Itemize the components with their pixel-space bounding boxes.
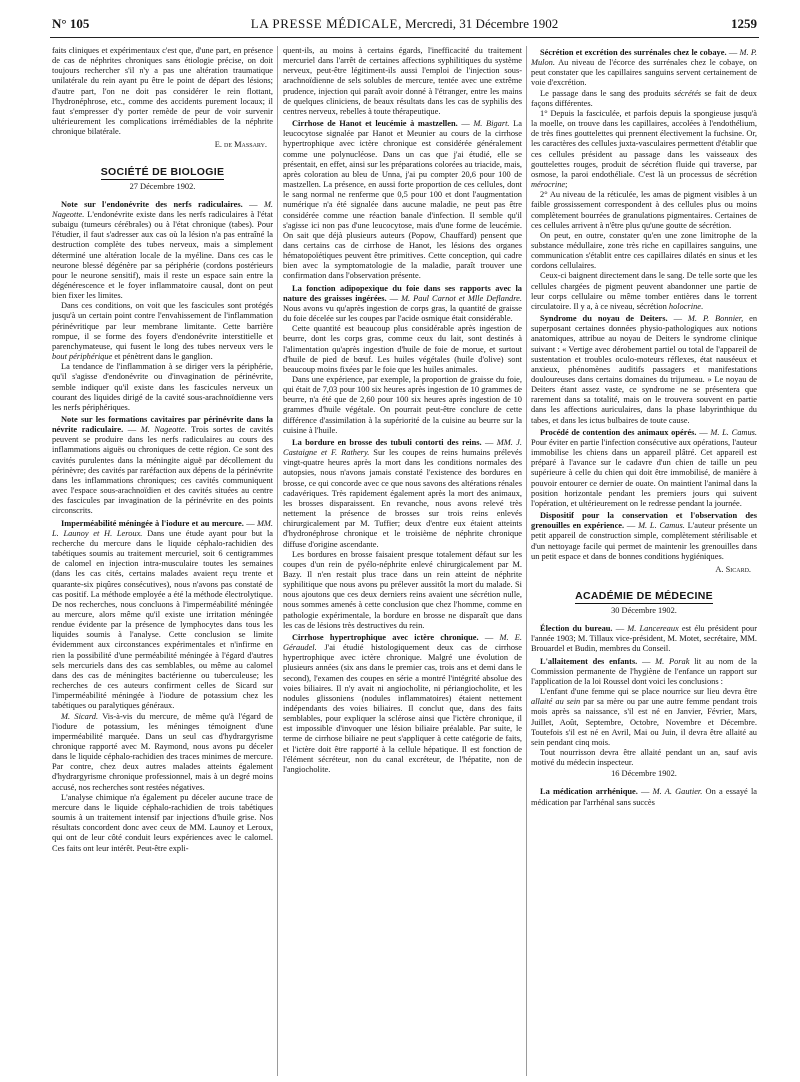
text-run: — <box>624 521 639 531</box>
article-paragraph <box>531 624 757 654</box>
author-name: M. Nageotte. <box>140 425 187 435</box>
text-run: — <box>667 314 688 324</box>
text-run: — <box>242 199 264 209</box>
article-paragraph <box>283 633 522 775</box>
author-name: M. L. Camus. <box>710 427 757 437</box>
italic-text: bout périphérique <box>52 352 113 362</box>
text-run: — <box>696 427 711 437</box>
article-title: Dispositif pour la conservation et l'observation des grenouilles en expérience. <box>531 511 757 531</box>
paragraph <box>283 550 522 631</box>
signature <box>52 140 267 150</box>
text-run: E. de Massary. <box>214 140 267 150</box>
article-title: L'allaitement des enfants. <box>540 656 638 666</box>
article-title: La fonction adipopexique du foie dans ses rapports avec la nature des graisses ingérées. <box>283 283 522 303</box>
paragraph <box>52 793 273 854</box>
article-title: La médication arrhénique. <box>540 787 638 797</box>
article-title: Cirrhose hypertrophique avec ictère chronique. <box>292 632 479 642</box>
article-paragraph <box>52 200 273 302</box>
text-run: — <box>457 119 474 129</box>
article-paragraph <box>531 428 757 509</box>
text-run: 27 Décembre 1902. <box>129 181 196 191</box>
text-run: ; <box>565 180 568 190</box>
text-run: Tout nourrisson devra être allaité pendant un an, sauf avis motivé du médecin inspecteur. <box>531 748 757 768</box>
paragraph <box>52 362 273 413</box>
continued-paragraph <box>52 46 273 137</box>
text-run: — <box>478 632 500 642</box>
journal-title: LA PRESSE MÉDICALE, <box>250 16 402 31</box>
paragraph <box>531 748 757 768</box>
issue-number: N° 105 <box>52 16 90 31</box>
author-name: M. L. Camus. <box>638 521 685 531</box>
text-run: La tendance de l'inflammation à se diriger vers la périphérie, qu'il s'agisse d'endonévrite ou d'invagination de périnévrite, semble indiquer qu'il existe dans les fascicules nerveux un courant des liquides dirigé de la cavité sous-arachnoïdienne vers les nerfs périphériques. <box>52 362 273 412</box>
issue-dateline: Mercredi, 31 Décembre 1902 <box>405 16 559 31</box>
text-run: J'ai étudié histologiquement deux cas de cirrhose hypertrophique avec ictère chronique. Malgré une évolution de plusieurs années (six ans dans le premier cas, trois ans et demi dans le second), l'examen des coupes en série a montré l'intégrité absolue des voies biliaires. Il n'y avait ni angiocholite, ni périangiocholite, et les nodules glissoniens (nodules inflammatoires) étaient nettement indépendants des voies biliaires. Il conclut que, dans des faits semblables, pour expliquer la sclérose ainsi que l'ictère chronique, il est impossible d'invoquer une lésion biliaire préalable. Par suite, le terme de cirrhose biliaire ne peut s'appliquer à cette catégorie de faits, et l'ictère doit être rapporté à la cellule hépatique. Il est fonction de l'élément sécréteur, non du canal excréteur, de l'hépatite, non de l'angiocholite. <box>283 643 522 774</box>
text-run: Cette quantité est beaucoup plus considérable après ingestion de beurre, dont les corps gras, comme ceux du lait, sont destinés à l'alimentation qu'après ingestion d'huile de foie de morue, et surtout d'huile de pied de bœuf. Les huiles végétales (huile d'olive) sont beaucoup moins fixées par le foie que les huiles animales. <box>283 324 522 374</box>
text-run: A. Sicard. <box>715 564 751 574</box>
article-paragraph <box>531 787 757 807</box>
column-2 <box>283 46 522 1077</box>
author-name: MM. J. Castaigne et F. Rathery. <box>283 437 522 458</box>
text-run: en superposant certaines données physio-pathologiques aux notions anatomiques, attribue au noyau de Deiters le syndrome clinique suivant : « Vertige avec dérobement partiel ou total de l'appareil de sustentation et troubles oculo-moteurs réflexes, état nauséeux et anxieux, phénomènes auditifs passagers et manifestations douloureuses dans certains domaines du trijumeau. » Le noyau de Deiters étant assez vaste, ce syndrome ne se présentera que rarement dans sa totalité, mais on le trouvera souvent en partie dans les affections auriculaires, dans la phase labyrinthique du tabes, et dans les ictus bulbaires de toute cause. <box>531 314 757 425</box>
text-run: — <box>612 624 628 634</box>
signature <box>531 565 751 575</box>
text-run: est élu président pour l'année 1903; M. Tillaux vice-président, M. Motet, secrétaire, MM. Brouardel et Budin, membres du Conseil. <box>531 624 757 654</box>
text-run: quent-ils, au moins à certains égards, l'inefficacité du traitement mercuriel dans l'arrêt de certaines affections syphilitiques du système nerveux, peut-être légitiment-ils aussi l'emploi de l'injection sous-arachnoïdienne de sels solubles de mercure, tentée avec une extrême prudence, injection qui paraît avoir donné à l'étranger, entre les mains de quelques cliniciens, de beaux résultats dans les cas de syphilis des centres nerveux, rebelles à toute thérapeutique. <box>283 46 522 116</box>
section-date <box>52 182 273 192</box>
text-run: lit au nom de la Commission permanente de l'hygiène de l'enfance un rapport sur l'application de la loi Roussel dont voici les conclusions : <box>531 656 757 686</box>
italic-text: holocrine <box>668 301 701 311</box>
article-title: Procédé de contention des animaux opérés. <box>540 427 697 437</box>
text-run: — <box>481 437 497 447</box>
text-run: On peut, en outre, constater qu'en une zone limitrophe de la substance médullaire, zone très riche en capillaires sanguins, une communication s'établit entre ces capillaires dilatés en sinus et les cordons cellulaires. <box>531 230 757 271</box>
paragraph <box>52 301 273 362</box>
author-name: M. P. Bonnier, <box>687 314 744 324</box>
author-name: M. Nageotte. <box>52 199 273 219</box>
text-run: 16 Décembre 1902. <box>611 769 677 779</box>
article-title: Imperméabilité méningée à l'iodure et au mercure. <box>61 518 244 528</box>
text-run: Au niveau de l'écorce des surrénales chez le cobaye, on peut constater que les capillaires sanguins servent certainement de voie d'excrétion. <box>531 58 757 88</box>
page-number: 1259 <box>731 16 757 31</box>
article-paragraph <box>531 314 757 426</box>
text-run: La leucocytose signalée par Hanot et Meunier au cours de la cirrhose hypertrophique avec ictère chronique est considérée généralement comme une polynucléose. Dans un cas que j'ai étudié, elle se présentait, en effet, ainsi sur les préparations colorées au triacide, mais, après coloration au bleu de Unna, j'ai pu compter 20,6 pour 100 de mastzellen. La présence, en aussi forte proportion de ces cellules, dont le sang normal ne renferme que 0,5 pour 100 et dont l'augmentation numérique n'a été signalée dans aucune maladie, ne peut pas être considérée comme une réaction banale d'infection. Il semble qu'il s'agisse ici non pas d'une leucocytose, mais d'une forme de leucémie. On sait que déjà plusieurs auteurs (Popow, Chauffard) pensent que dans certains cas de cirrhose de Hanot, les lésions des organes hématopoïétiques peuvent être primitives. Cette conception, qui cadre bien avec la symptomatologie de la maladie, paraît trouver une confirmation dans l'observation présente. <box>283 119 522 281</box>
article-paragraph <box>531 48 757 89</box>
article-title: Sécrétion et excrétion des surrénales chez le cobaye. <box>540 48 727 57</box>
author-name: M. P. Mulon. <box>531 48 757 68</box>
author-name: M. Porak <box>655 656 690 666</box>
author-name: M. Paul Carnot et Mlle Deflandre. <box>401 293 522 303</box>
text-run: se fait de deux façons différentes. <box>531 88 757 108</box>
text-run: L'enfant d'une femme qui se place nourrice sur lieu devra être <box>540 687 757 697</box>
paragraph <box>531 109 757 190</box>
section-heading <box>52 165 273 179</box>
text-run: 30 Décembre 1902. <box>611 605 677 615</box>
article-title: Note sur les formations cavitaires par périnévrite dans la névrite radiculaire. <box>52 415 273 435</box>
masthead <box>52 15 757 33</box>
text-run: Vis-à-vis du mercure, de même qu'à l'égard de l'iodure de potassium, les méninges témoignent d'une imperméabilité marquée. Dans un seul cas d'hydrargyrisme chronique rapporté avec M. Raymond, nous avons pu déceler dans le liquide céphalo-rachidien des traces minimes de mercure. Par contre, chez deux autres malades atteints également d'hydrargyrisme chronique professionnel, mais à un degré moins accusé, nos recherches sont restées négatives. <box>52 711 273 792</box>
text-run: par sa mère ou par une autre femme pendant trois mois après sa naissance, s'il est né en Janvier, Février, Mars, Juillet, Août, Septembre, Octobre, Novembre et Décembre. Toutefois s'il est né en Avril, Mai ou Juin, il devra être allaité au sein pendant cinq mois. <box>531 697 757 747</box>
paragraph <box>531 271 757 312</box>
article-paragraph <box>52 415 273 517</box>
article-title: La bordure en brosse des tubuli contorti des reins. <box>292 437 482 447</box>
author-name: M. E. Géraudel. <box>283 632 522 653</box>
section-date <box>531 606 757 616</box>
text-run: — <box>726 48 740 57</box>
text-run: Les bordures en brosse faisaient presque totalement défaut sur les coupes d'un rein de pyélo-néphrite enlevé chirurgicalement par M. Bazy. Il n'en restait plus trace dans un rein atteint de néphrite syphilitique que nous avons pu prélever aussitôt la mort du malade. Si nous ajoutons que ces deux derniers reins avaient une sécrétion nulle, nous sommes amenés à cette conclusion que chez l'homme, comme en pathologie expérimentale, la bordure en brosse ne disparaît que dans les cas de lésions très destructives du rein. <box>283 549 522 630</box>
text-run: L'endonévrite existe dans les nerfs radiculaires à l'état subaigu (tumeurs cérébrales) ou à l'état chronique (tabes). Pour l'étudier, il faut s'adresser aux cas où la lésion n'a pas entraîné la destruction complète des tubes nerveux, mais a simplement déterminé une altération locale de la myéline. Dans ces cas le neurone blessé dégénère par sa périphérie (cordons postérieurs pour le neurone sensitif), mais il reste un espace sain entre la dégénérescence et le foyer inflammatoire causal, dont on peut bien fixer les limites. <box>52 209 273 301</box>
paragraph <box>531 89 757 109</box>
article-paragraph <box>283 284 522 325</box>
italic-text: sécrétés <box>674 88 702 98</box>
article-paragraph <box>531 657 757 687</box>
author-name: M. A. Gautier. <box>652 787 703 797</box>
article-title: Élection du bureau. <box>540 624 613 634</box>
article-paragraph <box>283 119 522 282</box>
article-title: Syndrome du noyau de Deiters. <box>540 314 668 324</box>
text-run: Trois sortes de cavités peuvent se produire dans les nerfs radiculaires au cours des inflammations aiguës ou chroniques de cette région. Ce sont des cavités purulentes dans la méningite aiguë par décollement du périnèvre; des cavités par raréfaction aux dépens de la périnévrite dans les inflammations chroniques; ces cavités communiquent avec l'espace sous-arachnoïdien et des cavités situées au centre des fascicules par invagination de la périnévrite en des points circonscrits. <box>52 425 273 516</box>
page-header <box>52 15 757 33</box>
text-run: Dans ces conditions, on voit que les fascicules sont protégés jusqu'à un certain point contre l'envahissement de l'inflammation périnévritique par leur membrane limitante. Cette barrière rompue, il se forme des foyers d'endonévrite interstitielle et parenchymateuse, qui fusent le long des tubes nerveux vers le <box>52 301 273 351</box>
article-paragraph <box>531 511 757 562</box>
italic-text: mérocrine <box>531 180 566 190</box>
text-run: 1° Depuis la fasciculée, et parfois depuis la spongieuse jusqu'à la moelle, on trouve dans les capillaires, accolées à l'endothélium, de très fines gouttelettes qui prennent électivement la fuchsine. Or, les caractères des cellules juxta-vasculaires permettent d'établir que ces cellules président au passage dans les vaisseaux des gouttelettes rouges, produit de sécrétion fluide qui traverse, par osmose, la paroi endothéliale. C'est là un processus de sécrétion <box>531 108 757 179</box>
text-run: — <box>243 518 257 528</box>
author-name: MM. L. Launoy et H. Leroux. <box>52 518 273 538</box>
section-date <box>531 769 757 779</box>
article-title: Cirrhose de Hanot et leucémie à mastzellen. <box>292 119 458 129</box>
author-name: M. Lancereaux <box>627 624 679 634</box>
text-run: Le passage dans le sang des produits <box>540 88 675 98</box>
paragraph <box>283 324 522 375</box>
text-run: ACADÉMIE DE MÉDECINE <box>575 589 713 602</box>
text-run: L'analyse chimique n'a également pu déceler aucune trace de mercure dans le liquide céphalo-rachidien de trois tabétiques soumis à un traitement intensif par injections d'huile grise. Nos résultats concordent donc avec ceux de MM. Launoy et Leroux, qui ont de leur côté conduit leurs expériences avec le calomel. Ces faits ont leur intérêt. Peut-être expli- <box>52 792 273 853</box>
column-divider <box>277 46 278 1076</box>
text-run: — <box>386 293 402 303</box>
article-paragraph <box>52 519 273 712</box>
text-run: Pour éviter en partie l'infection consécutive aux opérations, l'auteur immobilise les chiens dans un appareil plâtré. Cet appareil est préparé à l'avance sur le cadavre d'un chien de taille un peu supérieure à celle du chien qui doit être immobilisé, de manière à pouvoir entourer ce dernier de ouate. On maintient l'animal dans la position horizontale pendant les premiers jours qui suivent l'opération, et ultérieurement on le redresse pendant la journée. <box>531 437 757 508</box>
paragraph <box>531 687 757 748</box>
paragraph <box>531 190 757 231</box>
text-run: Ceux-ci baignent directement dans le sang. De telle sorte que les cellules chargées de pigment peuvent abandonner une partie de leur corps cellulaire ou même tomber entières dans le torrent circulatoire. Il y a, à ce niveau, sécrétion <box>531 271 757 311</box>
paragraph <box>531 231 757 272</box>
text-run: Dans une expérience, par exemple, la proportion de graisse du foie, qui était de 7,03 pour 100 six heures après ingestion de 10 grammes de beurre, n'a été que de 2,60 pour 100 six heures après ingestion de 10 grammes d'huile végétale. On pourrait peut-être conclure de cette différence d'assimilation à la supériorité de la cuisine au beurre sur la cuisine à l'huile. <box>283 375 522 435</box>
text-run: L'auteur présente un petit appareil de construction simple, complètement stérilisable et d'un nettoyage facile qui permet de maintenir les grenouilles dans un petit espace et dans de bonnes conditions hygiéniques. <box>531 521 757 561</box>
author-name: M. Bigart. <box>473 119 510 129</box>
column-3 <box>531 46 757 1077</box>
author-name: M. Sicard. <box>61 711 99 721</box>
article-paragraph <box>283 438 522 550</box>
article-title: Note sur l'endonévrite des nerfs radiculaires. <box>61 199 243 209</box>
text-run: Nous avons vu qu'après ingestion de corps gras, la quantité de graisse du foie décelée sur les coupes par l'acide osmique était considérable. <box>283 303 522 324</box>
text-run: — <box>123 425 141 435</box>
column-divider <box>526 46 527 1076</box>
section-heading <box>531 589 757 603</box>
text-run: 2° Au niveau de la réticulée, les amas de pigment visibles à un faible grossissement correspondent à des cellules plus ou moins complètement bourrées de granulations pigmentaires. Certaines de ces cellules arrivent à n'être plus qu'une goutte de sécrétion. <box>531 190 757 230</box>
text-run: et pénètrent dans le ganglion. <box>112 352 213 362</box>
text-run: On a essayé la médication par l'arrhénal sans succès <box>531 787 757 807</box>
paragraph <box>52 712 273 793</box>
text-run: Sur les coupes de reins humains prélevés vingt-quatre heures après la mort dans les conditions normales des autopsies, nous n'avons jamais constaté l'existence des bordures en brosse, ce qui concorde avec ce que nous savons des altérations rénales cadavériques. Très rapidement également après la mort des animaux, les brosses disparaissent. En revanche, nous avons relevé très nettement la présence de brosses sur trois reins enlevés chirurgicalement par M. Tuffier; deux d'entre eux étaient atteints d'hydronéphrose chronique et le troisième de néphrite chronique diffuse d'origine ascendante. <box>283 448 522 549</box>
column-1 <box>52 46 273 1077</box>
text-run: faits cliniques et expérimentaux c'est que, d'une part, en présence de cas de néphrites chroniques sans étiologie précise, on doit toujours rechercher s'il n'y a pas une altération traumatique unilatérale du rein ayant pu être le point de départ des lésions; d'autre part, l'on ne doit pas considérer le rein flottant, l'hydronéphrose, etc., comme des accidents purement locaux; il faut s'empresser d'y porter remède de peur de voir survenir ultérieurement les complications irrémédiables de la néphrite chronique bilatérale. <box>52 46 273 137</box>
header-rule <box>50 37 759 38</box>
text-run: — <box>637 787 653 797</box>
text-run: Dans une étude ayant pour but la recherche du mercure dans le liquide céphalo-rachidien des tabétiques soumis au traitement mercuriel, soit 6 centigrammes de calomel en injection intra-musculaire toutes les semaines (dans les cas cités, certains malades avaient reçu trente et quarante-six piqûres consécutives), nous n'avons pas constaté de cas positif. La méthode employée a été la méthode électrolytique. De nos recherches, nous concluons à l'imperméabilité méningée au mercure, alors même qu'il existe une irritation méningée rendue évidente par la présence de lymphocytes dans tous les liquides soumis à l'analyse. Cette conclusion se limite évidemment aux circonstances expérimentales et n'infirme en rien la possibilité d'une perméabilité méningée à l'égard d'autres sels mercuriels dans des cas semblables, ou même au calomel dans des cas de méningites bactérienne ou tuberculeuse; les recherches de ces auteurs confirment celles de Sicard sur l'imperméabilité méningée à l'iodure de potassium chez les tabétiques ou paralytiques généraux. <box>52 528 273 711</box>
paragraph <box>283 375 522 436</box>
text-run: . <box>701 301 704 311</box>
continued-paragraph <box>283 46 522 117</box>
text-run: SOCIÉTÉ DE BIOLOGIE <box>100 165 225 178</box>
text-run: — <box>637 656 656 666</box>
italic-text: allaité au sein <box>531 697 581 707</box>
